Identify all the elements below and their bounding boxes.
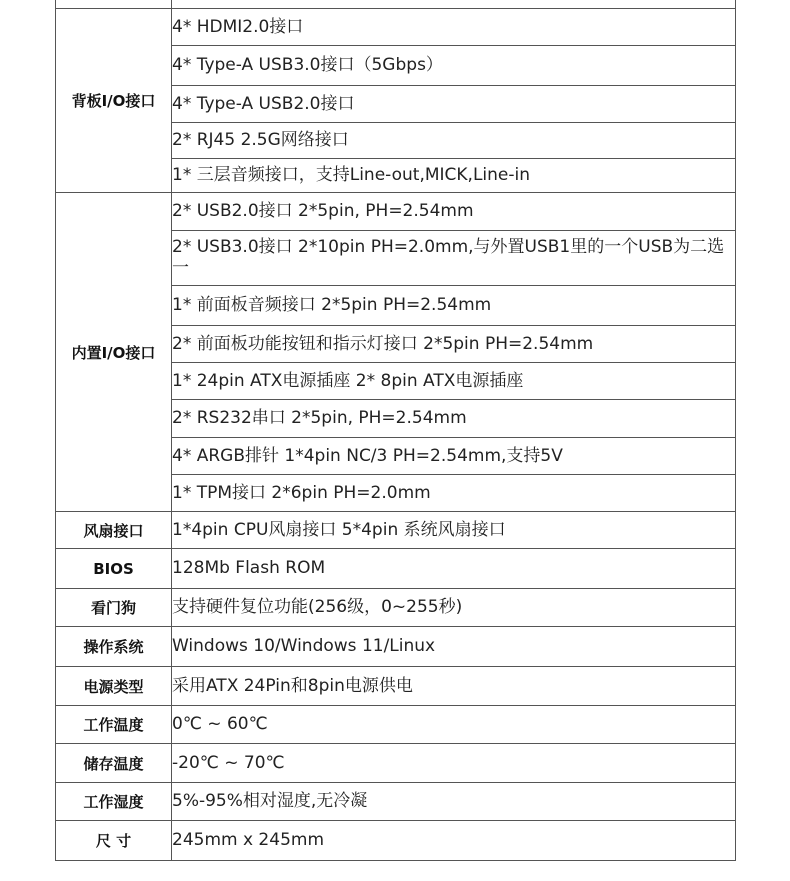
category-cell-rear-io: 背板I/O接口	[56, 9, 172, 193]
value-cell: 128Mb Flash ROM	[172, 549, 736, 589]
value-cell: 2* RJ45 2.5G网络接口	[172, 123, 736, 159]
table-row	[56, 744, 736, 783]
value-cell: 2* USB3.0接口 2*10pin PH=2.0mm,与外置USB1里的一个USB为二选一	[172, 231, 736, 286]
value-cell: 1* 24pin ATX电源插座 2* 8pin ATX电源插座	[172, 363, 736, 400]
category-cell-bios: BIOS	[56, 549, 172, 589]
table-row	[56, 0, 736, 9]
value-cell: 4* Type-A USB2.0接口	[172, 86, 736, 123]
table-row	[56, 9, 736, 46]
category-cell-power: 电源类型	[56, 667, 172, 706]
spec-table-body	[56, 0, 736, 861]
value-cell: 采用ATX 24Pin和8pin电源供电	[172, 667, 736, 706]
value-cell: 支持硬件复位功能(256级，0~255秒)	[172, 589, 736, 627]
table-row	[56, 589, 736, 627]
category-cell-humidity: 工作湿度	[56, 783, 172, 821]
table-row	[56, 549, 736, 589]
table-row	[56, 627, 736, 667]
value-cell: 1* 前面板音频接口 2*5pin PH=2.54mm	[172, 286, 736, 326]
value-cell: 1* 三层音频接口，支持Line-out,MICK,Line-in	[172, 159, 736, 193]
category-cell-op-temp: 工作温度	[56, 706, 172, 744]
table-row	[56, 783, 736, 821]
table-row	[56, 706, 736, 744]
category-cell-watchdog: 看门狗	[56, 589, 172, 627]
value-cell: 2* RS232串口 2*5pin, PH=2.54mm	[172, 400, 736, 438]
value-cell: 5%-95%相对湿度,无冷凝	[172, 783, 736, 821]
category-cell-internal-io: 内置I/O接口	[56, 193, 172, 512]
value-cell: 2* USB2.0接口 2*5pin, PH=2.54mm	[172, 193, 736, 231]
category-cell	[56, 0, 172, 9]
value-cell: -20℃ ~ 70℃	[172, 744, 736, 783]
category-cell-storage-temp: 储存温度	[56, 744, 172, 783]
value-cell: Windows 10/Windows 11/Linux	[172, 627, 736, 667]
table-row	[56, 512, 736, 549]
value-cell: 1* TPM接口 2*6pin PH=2.0mm	[172, 475, 736, 512]
category-cell-fan: 风扇接口	[56, 512, 172, 549]
value-cell	[172, 0, 736, 9]
value-cell: 1*4pin CPU风扇接口 5*4pin 系统风扇接口	[172, 512, 736, 549]
value-cell: 245mm x 245mm	[172, 821, 736, 861]
value-cell: 4* Type-A USB3.0接口（5Gbps）	[172, 46, 736, 86]
spec-table	[55, 0, 736, 861]
value-cell: 2* 前面板功能按钮和指示灯接口 2*5pin PH=2.54mm	[172, 326, 736, 363]
table-row	[56, 821, 736, 861]
value-cell: 4* HDMI2.0接口	[172, 9, 736, 46]
table-row	[56, 193, 736, 231]
category-cell-os: 操作系统	[56, 627, 172, 667]
category-cell-size: 尺 寸	[56, 821, 172, 861]
value-cell: 4* ARGB排针 1*4pin NC/3 PH=2.54mm,支持5V	[172, 438, 736, 475]
value-cell: 0℃ ~ 60℃	[172, 706, 736, 744]
table-row	[56, 667, 736, 706]
